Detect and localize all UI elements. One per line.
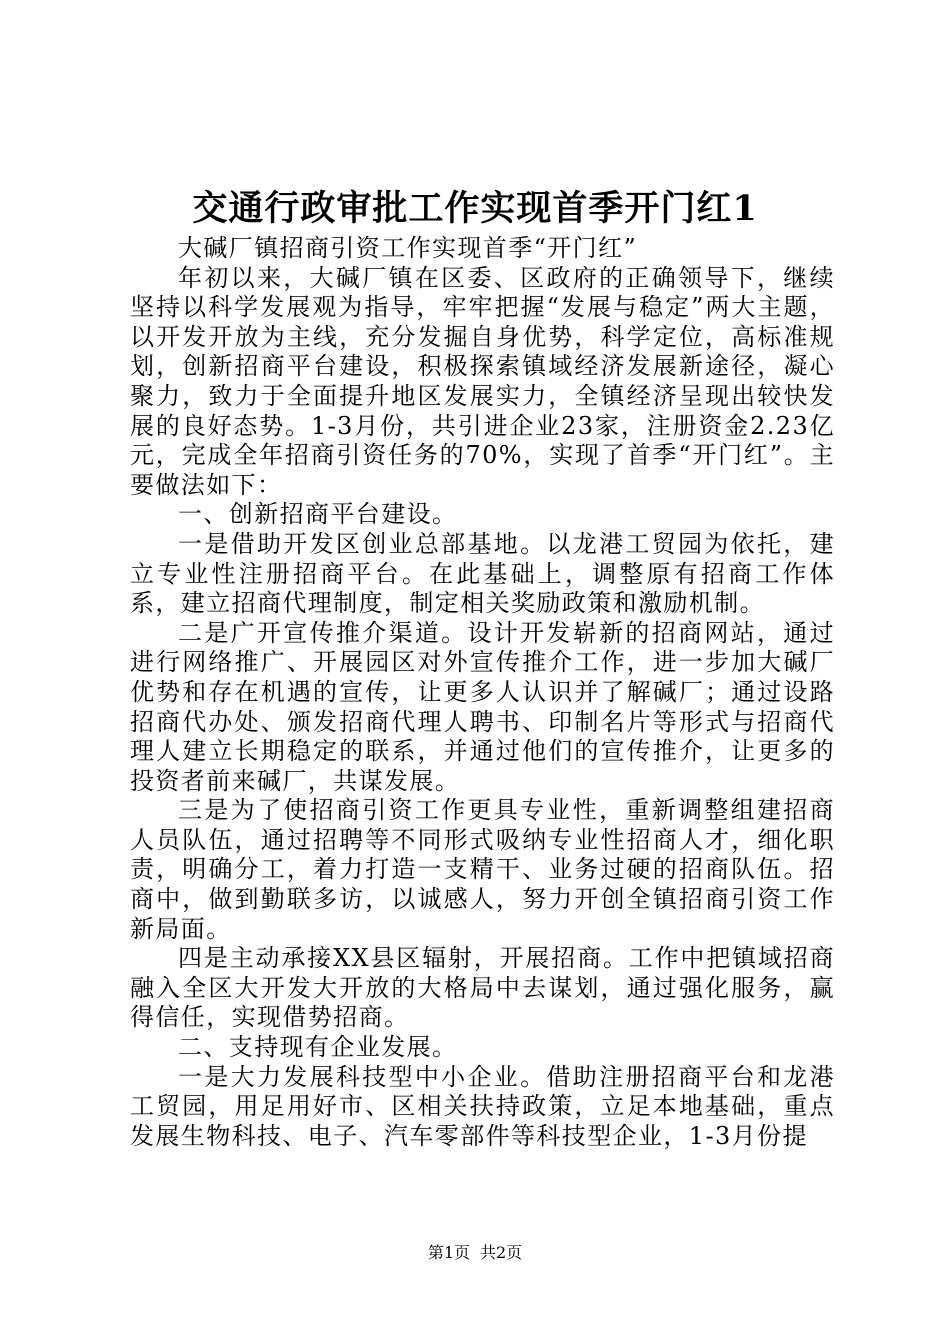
paragraph-intro: 年初以来，大碱厂镇在区委、区政府的正确领导下，继续坚持以科学发展观为指导，牢牢把握“发展与稳定”两大主题，以开发开放为主线，充分发掘自身优势，科学定位，高标准规划，创新招商平台建设，积极探索镇域经济发展新途径，凝心聚力，致力于全面提升地区发展实力，全镇经济呈现出较快发展的良好态势。1-3月份，共引进企业23家，注册资金2.23亿元，完成全年招商引资任务的70%，实现了首季“开门红”。主要做法如下：	[130, 263, 835, 499]
document-title: 交通行政审批工作实现首季开门红1	[192, 188, 758, 229]
paragraph-item-2: 二是广开宣传推介渠道。设计开发崭新的招商网站，通过进行网络推广、开展园区对外宣传推介工作，进一步加大碱厂优势和存在机遇的宣传，让更多人认识并了解碱厂；通过设路招商代办处、颁发招商代理人聘书、印制名片等形式与招商代理人建立长期稳定的联系，并通过他们的宣传推介，让更多的投资者前来碱厂，共谋发展。	[130, 618, 835, 795]
document-body	[130, 234, 835, 1151]
paragraph-item-1: 一是借助开发区创业总部基地。以龙港工贸园为依托，建立专业性注册招商平台。在此基础上，调整原有招商工作体系，建立招商代理制度，制定相关奖励政策和激励机制。	[130, 529, 835, 618]
section-heading-1: 一、创新招商平台建设。	[178, 500, 458, 529]
paragraph-item-5: 一是大力发展科技型中小企业。借助注册招商平台和龙港工贸园，用足用好市、区相关扶持政策，立足本地基础，重点发展生物科技、电子、汽车零部件等科技型企业，1-3月份提	[130, 1062, 835, 1150]
page-number: 第1页	[427, 1243, 470, 1262]
section-heading-2: 二、支持现有企业发展。	[178, 1033, 458, 1062]
paragraph-item-4: 四是主动承接XX县区辐射，开展招商。工作中把镇域招商融入全区大开发大开放的大格局中去谋划，通过强化服务，赢得信任，实现借势招商。	[130, 944, 835, 1032]
page-total: 共2页	[480, 1243, 523, 1262]
paragraph-item-3: 三是为了使招商引资工作更具专业性，重新调整组建招商人员队伍，通过招聘等不同形式吸纳专业性招商人才，细化职责，明确分工，着力打造一支精干、业务过硬的招商队伍。招商中，做到勤联多访，以诚感人，努力开创全镇招商引资工作新局面。	[130, 796, 835, 943]
paragraph-subtitle: 大碱厂镇招商引资工作实现首季“开门红”	[178, 234, 638, 262]
page-footer	[0, 1241, 950, 1265]
